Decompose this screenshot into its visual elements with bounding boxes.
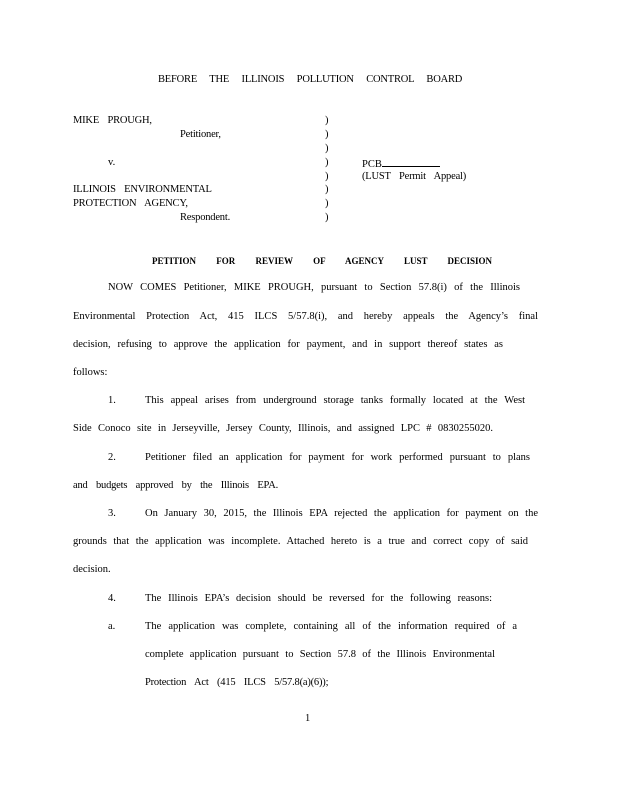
respondent-role: Respondent.	[180, 212, 231, 223]
case-number-blank	[382, 156, 440, 167]
document-title: BEFORE THE ILLINOIS POLLUTION CONTROL BOARD	[158, 74, 463, 85]
caption-paren: )	[325, 115, 329, 126]
caption-paren: )	[325, 171, 329, 182]
petitioner-role: Petitioner,	[180, 129, 221, 140]
paragraph-line: This appeal arises from underground storage tanks formally located at the West	[145, 395, 525, 406]
intro-line: decision, refusing to approve the application for payment, and in support thereof states as	[73, 339, 503, 350]
caption-paren: )	[325, 129, 329, 140]
caption-paren: )	[325, 143, 329, 154]
case-type: (LUST Permit Appeal)	[362, 171, 467, 182]
paragraph-line: The Illinois EPA’s decision should be reversed for the following reasons:	[145, 593, 492, 604]
caption-paren: )	[325, 212, 329, 223]
paragraph-number: 3.	[108, 508, 116, 519]
subparagraph-letter: a.	[108, 621, 116, 632]
paragraph-line: grounds that the application was incomplete. Attached hereto is a true and correct copy of said	[73, 536, 528, 547]
paragraph-line: Side Conoco site in Jerseyville, Jersey County, Illinois, and assigned LPC # 0830255020.	[73, 423, 493, 434]
respondent-name-line2: PROTECTION AGENCY,	[73, 198, 188, 209]
paragraph-number: 2.	[108, 452, 116, 463]
caption-paren: )	[325, 184, 329, 195]
paragraph-number: 1.	[108, 395, 116, 406]
paragraph-line: Petitioner filed an application for payment for work performed pursuant to plans	[145, 452, 530, 463]
intro-line: NOW COMES Petitioner, MIKE PROUGH, pursuant to Section 57.8(i) of the Illinois	[108, 282, 520, 293]
intro-line: Environmental Protection Act, 415 ILCS 5/57.8(i), and hereby appeals the Agency’s final	[73, 311, 538, 322]
versus-label: v.	[108, 157, 116, 168]
petitioner-name: MIKE PROUGH,	[73, 115, 152, 126]
page-number: 1	[305, 713, 311, 724]
intro-line: follows:	[73, 367, 108, 378]
paragraph-line: and budgets approved by the Illinois EPA.	[73, 480, 279, 491]
case-label: PCB	[362, 159, 382, 170]
paragraph-number: 4.	[108, 593, 116, 604]
caption-paren: )	[325, 198, 329, 209]
respondent-name-line1: ILLINOIS ENVIRONMENTAL	[73, 184, 212, 195]
subparagraph-line: Protection Act (415 ILCS 5/57.8(a)(6));	[145, 677, 329, 688]
petition-heading: PETITION FOR REVIEW OF AGENCY LUST DECISION	[152, 256, 493, 266]
subparagraph-line: complete application pursuant to Section 57.8 of the Illinois Environmental	[145, 649, 495, 660]
subparagraph-line: The application was complete, containing all of the information required of a	[145, 621, 517, 632]
caption-paren: )	[325, 157, 329, 168]
paragraph-line: decision.	[73, 564, 111, 575]
paragraph-line: On January 30, 2015, the Illinois EPA rejected the application for payment on the	[145, 508, 538, 519]
